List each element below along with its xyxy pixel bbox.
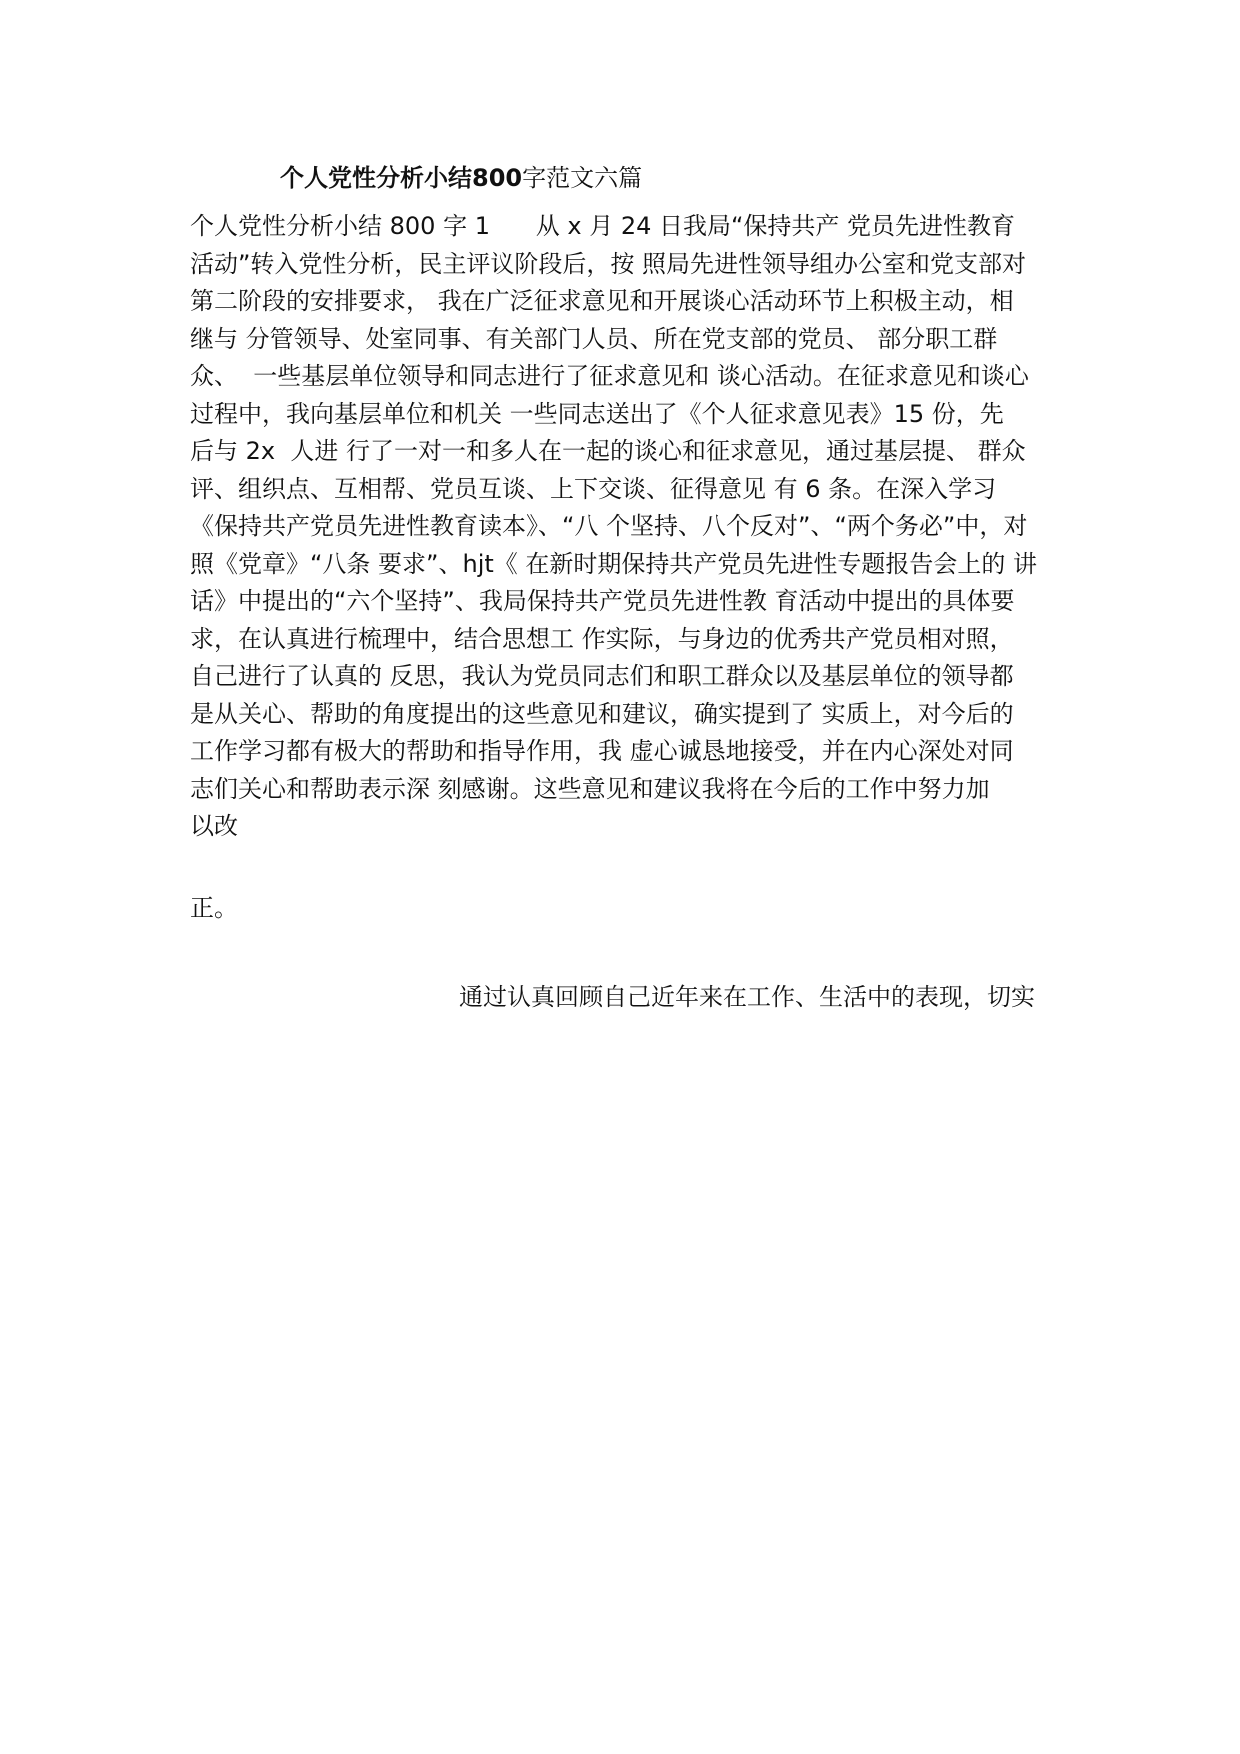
- body-line: 继与 分管领导、处室同事、有关部门人员、所在党支部的党员、 部分职工群: [190, 324, 998, 353]
- continuation-line: 正。: [190, 894, 238, 922]
- body-line: 后与 2x 人进 行了一对一和多人在一起的谈心和征求意见，通过基层提、 群众: [190, 437, 1026, 465]
- body-line: 以改: [190, 812, 238, 840]
- body-line: 第二阶段的安排要求， 我在广泛征求意见和开展谈心活动环节上积极主动，相: [190, 287, 1014, 315]
- body-line: 众、 一些基层单位领导和同志进行了征求意见和 谈心活动。在征求意见和谈心: [190, 362, 1029, 390]
- body-line: 个人党性分析小结 800 字 1 从 x 月 24 日我局“保持共产 党员先进性教育: [190, 212, 1016, 240]
- body-line: 活动”转入党性分析，民主评议阶段后，按 照局先进性领导组办公室和党支部对: [190, 249, 1027, 278]
- body-line: 过程中，我向基层单位和机关 一些同志送出了《个人征求意见表》15 份，先: [190, 399, 1004, 428]
- title-main: 个人党性分析小结800: [280, 164, 523, 192]
- body-line: 自己进行了认真的 反思，我认为党员同志们和职工群众以及基层单位的领导都: [190, 662, 1014, 690]
- body-line: 工作学习都有极大的帮助和指导作用，我 虚心诚恳地接受，并在内心深处对同: [190, 737, 1014, 765]
- body-line: 求，在认真进行梳理中，结合思想工 作实际，与身边的优秀共产党员相对照，: [190, 624, 1014, 653]
- title-suffix: 字范文六篇: [522, 164, 643, 192]
- body-paragraph: [190, 208, 1070, 846]
- next-paragraph-line: 通过认真回顾自己近年来在工作、生活中的表现，切实: [459, 983, 1035, 1011]
- body-line: 是从关心、帮助的角度提出的这些意见和建议，确实提到了 实质上，对今后的: [190, 699, 1014, 728]
- body-line: 话》中提出的“六个坚持”、我局保持共产党员先进性教 育活动中提出的具体要: [190, 587, 1015, 615]
- document-title: [280, 158, 642, 193]
- body-line: 志们关心和帮助表示深 刻感谢。这些意见和建议我将在今后的工作中努力加: [190, 774, 990, 803]
- body-line: 《保持共产党员先进性教育读本》、“八 个坚持、八个反对”、“两个务必”中，对: [190, 512, 1028, 540]
- body-line: 照《党章》“八条 要求”、hjt《 在新时期保持共产党员先进性专题报告会上的 讲: [190, 549, 1038, 578]
- body-line: 评、组织点、互相帮、党员互谈、上下交谈、征得意见 有 6 条。在深入学习: [190, 474, 997, 503]
